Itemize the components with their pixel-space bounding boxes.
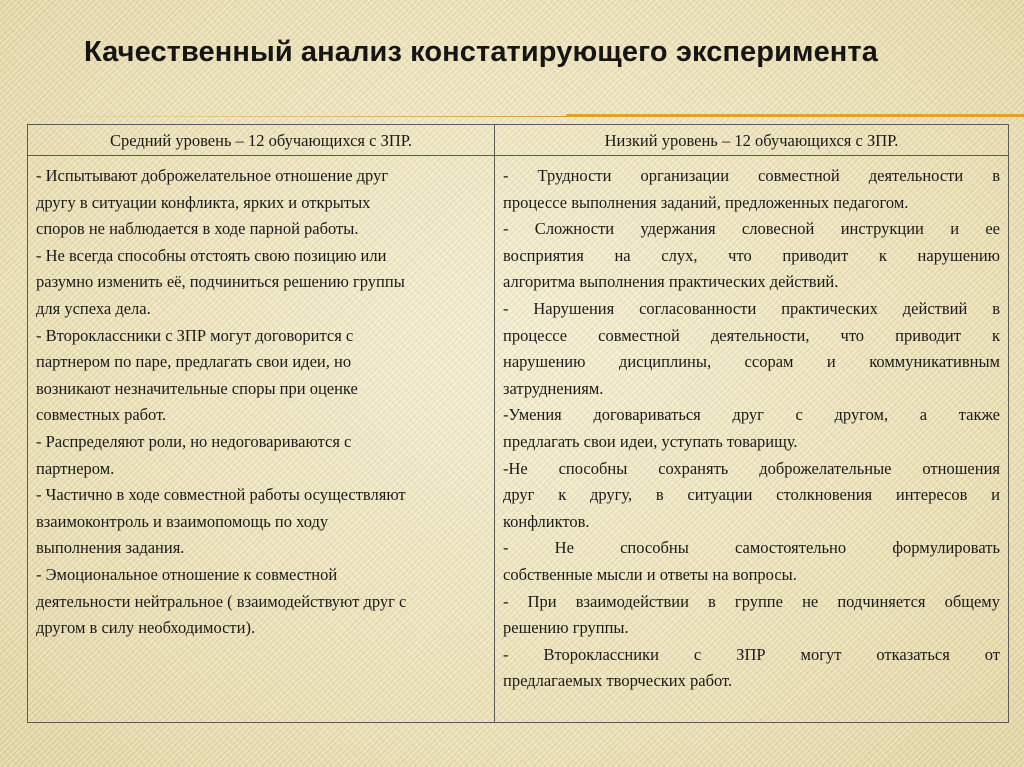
text-line: - Нарушения согласованности практических действий в — [503, 298, 1000, 318]
text-line: процессе выполнения заданий, предложенных педагогом. — [503, 192, 909, 212]
text-line: конфликтов. — [503, 511, 590, 531]
text-line: собственные мысли и ответы на вопросы. — [503, 564, 797, 584]
title-underline-thin — [0, 116, 566, 117]
text-line: - Испытывают доброжелательное отношение друг — [36, 166, 389, 185]
slide-title: Качественный анализ констатирующего эксперимента — [84, 36, 878, 68]
low-level-cell — [495, 156, 1009, 723]
text-line: - Сложности удержания словесной инструкции и ее — [503, 219, 1000, 239]
analysis-table — [27, 124, 1009, 723]
text-line: споров не наблюдается в ходе парной работы. — [36, 219, 359, 239]
text-line: другу в ситуации конфликта, ярких и открытых — [36, 192, 371, 212]
text-line: - Второклассники с ЗПР могут договорится с — [36, 325, 354, 345]
text-line: процессе совместной деятельности, что приводит к — [503, 325, 1000, 345]
text-line: разумно изменить её, подчиниться решению группы — [36, 272, 405, 292]
text-line: предлагать свои идеи, уступать товарищу. — [503, 431, 798, 451]
text-line: друг к другу, в ситуации столкновения интересов и — [503, 485, 1000, 505]
text-line: - Не способны самостоятельно формулировать — [503, 538, 1000, 558]
text-line: предлагаемых творческих работ. — [503, 671, 733, 691]
text-line: - При взаимодействии в группе не подчиняется общему — [503, 591, 1000, 611]
text-line: выполнения задания. — [36, 538, 185, 558]
table-header-row — [28, 125, 1009, 156]
text-line: партнером по паре, предлагать свои идеи, но — [36, 352, 352, 372]
title-underline-accent — [566, 114, 1024, 117]
text-line: нарушению дисциплины, ссорам и коммуникативным — [503, 352, 1000, 372]
text-line: -Не способны сохранять доброжелательные отношения — [503, 458, 1000, 478]
text-line: взаимоконтроль и взаимопомощь по ходу — [36, 511, 329, 531]
text-line: затруднениям. — [503, 378, 604, 398]
header-low-level: Низкий уровень – 12 обучающихся с ЗПР. — [495, 125, 1009, 156]
text-line: деятельности нейтральное ( взаимодействуют друг с — [36, 591, 407, 611]
text-line: - Частично в ходе совместной работы осуществляют — [36, 485, 406, 505]
text-line: возникают незначительные споры при оценке — [36, 378, 358, 398]
text-line: решению группы. — [503, 618, 629, 638]
text-line: другом в силу необходимости). — [36, 618, 256, 638]
text-line: - Не всегда способны отстоять свою позицию или — [36, 245, 387, 265]
text-line: - Второклассники с ЗПР могут отказаться от — [503, 644, 1000, 664]
text-line: совместных работ. — [36, 405, 167, 425]
text-line: алгоритма выполнения практических действий. — [503, 272, 839, 292]
header-average-level: Средний уровень – 12 обучающихся с ЗПР. — [28, 125, 495, 156]
text-line: - Трудности организации совместной деятельности в — [503, 166, 1000, 185]
text-line: для успеха дела. — [36, 298, 151, 318]
title-underline — [0, 114, 1024, 119]
text-line: партнером. — [36, 458, 115, 478]
text-line: - Эмоциональное отношение к совместной — [36, 564, 338, 584]
text-line: -Умения договариваться друг с другом, а также — [503, 405, 1000, 425]
text-line: восприятия на слух, что приводит к нарушению — [503, 245, 1000, 265]
text-line: - Распределяют роли, но недоговариваются с — [36, 431, 352, 451]
average-level-cell — [28, 156, 495, 723]
table-body-row — [28, 156, 1009, 723]
